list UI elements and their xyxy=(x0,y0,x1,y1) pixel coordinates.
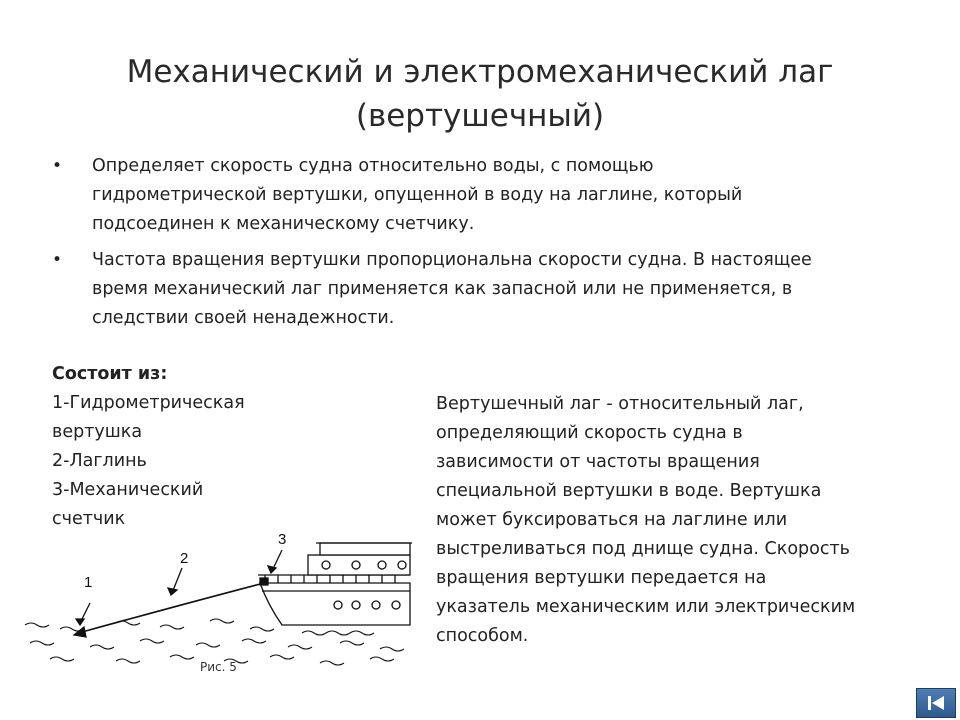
figure-caption: Рис. 5 xyxy=(200,660,237,674)
composition-line: 3-Механический xyxy=(52,480,204,500)
composition-line: 1-Гидрометрическая xyxy=(52,393,245,413)
description-line: специальной вертушки в воде. Вертушка xyxy=(436,481,822,501)
ship-cabin-lower xyxy=(308,555,410,575)
composition-line: счетчик xyxy=(52,509,126,529)
description-line: зависимости от частоты вращения xyxy=(436,452,760,472)
description-line: способом. xyxy=(436,626,529,646)
bullet-line: время механический лаг применяется как запасной или не применяется, в xyxy=(92,279,793,299)
description-line: выстреливаться под днище судна. Скорость xyxy=(436,539,850,559)
first-slide-button[interactable] xyxy=(916,688,956,718)
description-line: вращения вертушки передается на xyxy=(436,568,767,588)
bullet-marker: • xyxy=(52,156,63,176)
title-line-1: Механический и электромеханический лаг xyxy=(126,54,834,90)
figure-label-1: 1 xyxy=(84,574,93,591)
first-slide-icon xyxy=(917,689,955,717)
bullet-marker: • xyxy=(52,250,63,270)
bullet-line: подсоединен к механическому счетчику. xyxy=(92,214,475,234)
description-line: может буксироваться на лаглине или xyxy=(436,510,788,530)
description-line: указатель механическим или электрическим xyxy=(436,597,856,617)
description-block xyxy=(436,390,906,651)
figure-label-2: 2 xyxy=(180,550,189,567)
bullet-line: гидрометрической вертушки, опущенной в воду на лаглине, который xyxy=(92,185,743,205)
description-line: Вертушечный лаг - относительный лаг, xyxy=(436,394,804,414)
slide-title xyxy=(60,50,900,138)
bullet-line: Частота вращения вертушки пропорциональна скорости судна. В настоящее xyxy=(92,250,812,270)
description-line: определяющий скорость судна в xyxy=(436,423,743,443)
figure-label-3: 3 xyxy=(278,531,287,548)
composition-line: 2-Лаглинь xyxy=(52,451,147,471)
composition-block xyxy=(52,360,352,534)
bullet-item xyxy=(52,246,892,333)
ship-cabin-upper xyxy=(320,543,410,555)
rotator xyxy=(74,627,86,637)
bullet-line: Определяет скорость судна относительно воды, с помощью xyxy=(92,156,654,176)
water-waves xyxy=(25,619,404,665)
ship-hull xyxy=(260,583,410,625)
composition-heading: Состоит из: xyxy=(52,364,168,384)
bullet-line: следствии своей ненадежности. xyxy=(92,308,395,328)
bullet-list xyxy=(52,152,892,340)
bullet-item xyxy=(52,152,892,239)
title-line-2: (вертушечный) xyxy=(355,98,605,134)
ship-rail xyxy=(258,575,410,583)
composition-line: вертушка xyxy=(52,422,143,442)
